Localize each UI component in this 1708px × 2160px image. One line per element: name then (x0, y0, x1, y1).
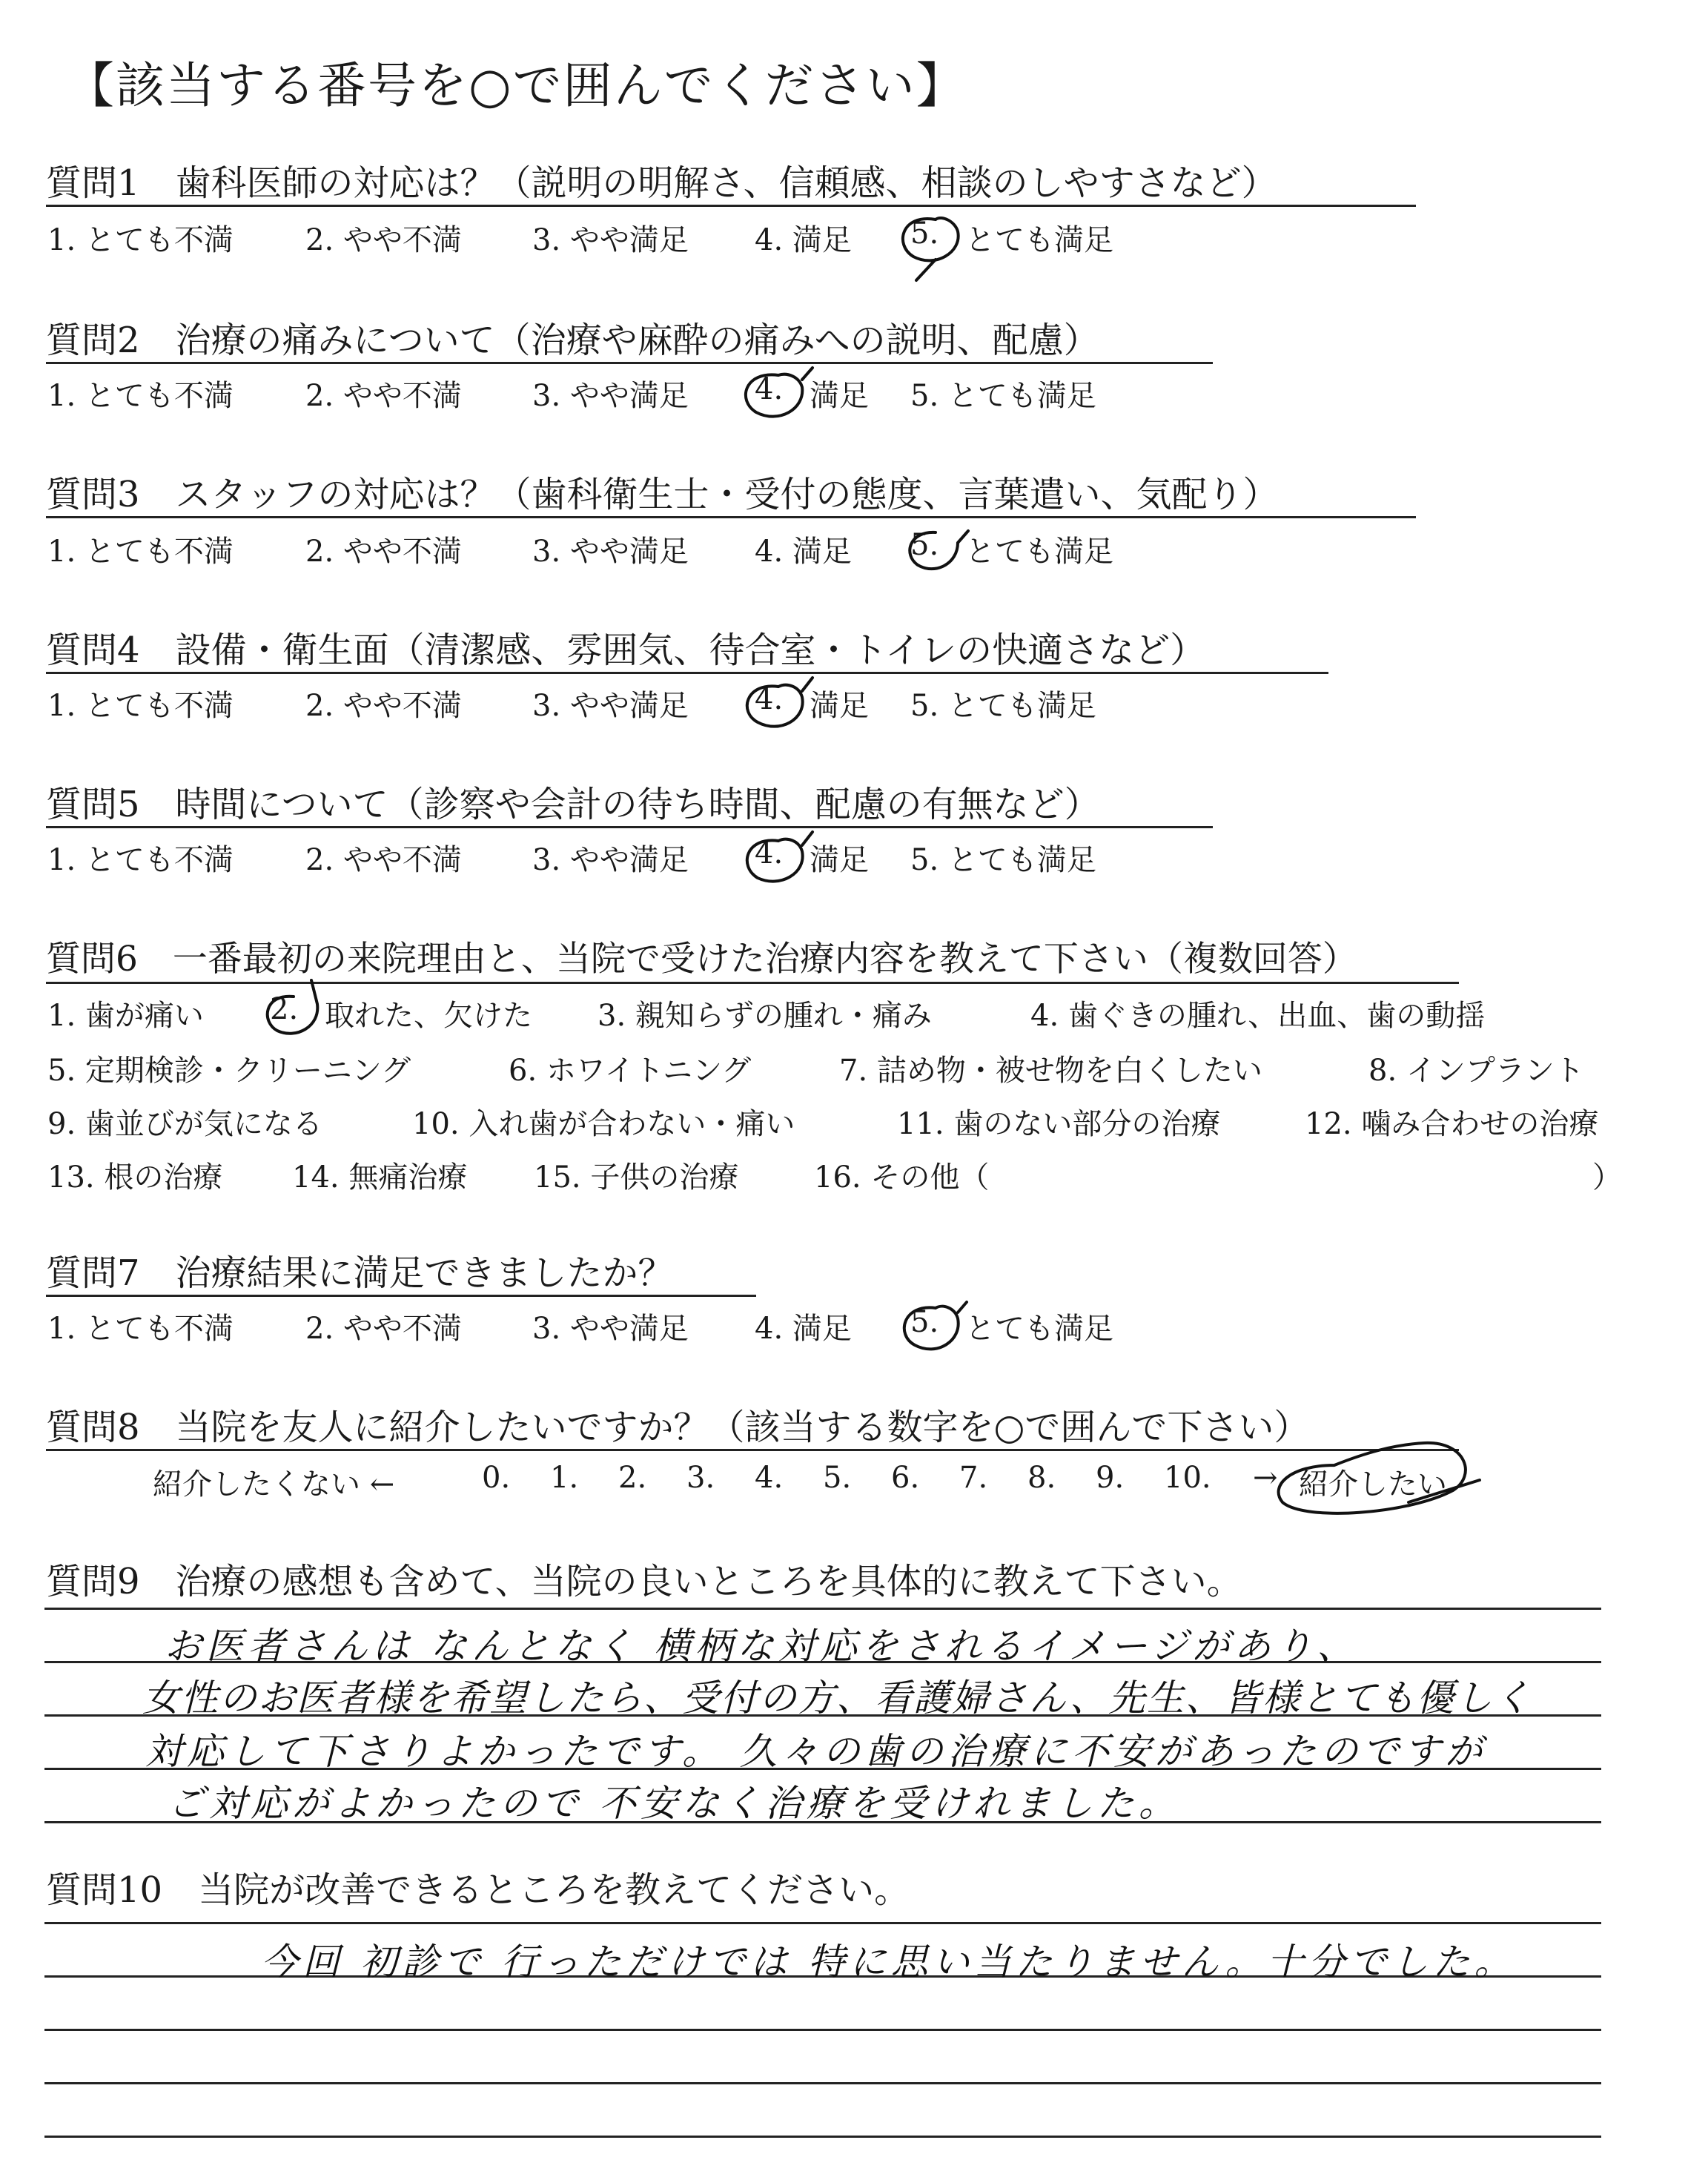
q8-option-10[interactable]: 10. (1164, 1461, 1211, 1495)
q8-option-3[interactable]: 3. (686, 1461, 715, 1495)
q5-option-5[interactable]: 5. とても満足 (910, 843, 1096, 877)
q1-option-5-label[interactable]: とても満足 (965, 223, 1113, 257)
q8-right-label[interactable]: 紹介したい (1299, 1467, 1447, 1502)
q8-option-0[interactable]: 0. (482, 1461, 511, 1495)
q1-option-1[interactable]: 1. とても不満 (47, 223, 234, 257)
q6-option-3[interactable]: 3. 親知らずの腫れ・痛み (598, 999, 932, 1033)
q4-option-4-number[interactable]: 4. (755, 682, 784, 716)
q9-answer-line-1: お医者さんは なんとなく 横柄な対応をされるイメージがあり、 (165, 1625, 1359, 1668)
q7-option-2[interactable]: 2. やや不満 (305, 1312, 462, 1346)
q2-option-3[interactable]: 3. やや満足 (532, 379, 689, 413)
q4-option-3[interactable]: 3. やや満足 (532, 689, 689, 723)
q4-option-2[interactable]: 2. やや不満 (305, 689, 462, 723)
q1-option-2[interactable]: 2. やや不満 (305, 223, 462, 257)
question-6-title: 質問6 一番最初の来院理由と、当院で受けた治療内容を教えて下さい（複数回答） (46, 939, 1357, 980)
question-8-underline (46, 1449, 1459, 1451)
q8-option-6[interactable]: 6. (891, 1461, 920, 1495)
q6-option-13[interactable]: 13. 根の治療 (47, 1160, 223, 1195)
q3-option-5-label[interactable]: とても満足 (965, 535, 1113, 569)
q2-option-4-label[interactable]: 満足 (810, 379, 869, 413)
q3-option-2[interactable]: 2. やや不満 (305, 535, 462, 569)
q8-option-9[interactable]: 9. (1096, 1461, 1125, 1495)
q6-option-5[interactable]: 5. 定期検診・クリーニング (47, 1054, 411, 1088)
q8-option-7[interactable]: 7. (959, 1461, 988, 1495)
q7-option-1[interactable]: 1. とても不満 (47, 1312, 234, 1346)
q1-option-5-number[interactable]: 5. (910, 217, 939, 251)
answer-line (44, 2136, 1601, 2138)
question-2-underline (46, 362, 1213, 364)
q6-option-7[interactable]: 7. 詰め物・被せ物を白くしたい (839, 1054, 1262, 1088)
q6-option-11[interactable]: 11. 歯のない部分の治療 (897, 1107, 1221, 1141)
question-7-title: 質問7 治療結果に満足できましたか？ (46, 1252, 674, 1294)
q7-option-3[interactable]: 3. やや満足 (532, 1312, 689, 1346)
question-1-underline (46, 205, 1416, 207)
q8-option-2[interactable]: 2. (618, 1461, 647, 1495)
q6-option-9[interactable]: 9. 歯並びが気になる (47, 1107, 322, 1141)
q6-option-10[interactable]: 10. 入れ歯が合わない・痛い (412, 1107, 795, 1141)
question-8-title: 質問8 当院を友人に紹介したいですか？（該当する数字を○で囲んで下さい） (46, 1407, 1310, 1448)
q3-option-3[interactable]: 3. やや満足 (532, 535, 689, 569)
q9-answer-line-2: 女性のお医者様を希望したら、受付の方、看護婦さん、先生、皆様とても優しく (142, 1677, 1532, 1720)
q8-option-1[interactable]: 1. (550, 1461, 579, 1495)
q8-option-4[interactable]: 4. (755, 1461, 784, 1495)
q1-option-4[interactable]: 4. 満足 (755, 223, 852, 257)
q6-option-2-number[interactable]: 2. (270, 992, 299, 1026)
q5-option-4-label[interactable]: 満足 (810, 843, 869, 877)
q8-option-5[interactable]: 5. (823, 1461, 852, 1495)
answer-line (44, 2082, 1601, 2084)
q3-option-1[interactable]: 1. とても不満 (47, 535, 234, 569)
question-1-title: 質問1 歯科医師の対応は？（説明の明解さ、信頼感、相談のしやすさなど） (46, 162, 1277, 204)
q5-option-1[interactable]: 1. とても不満 (47, 843, 234, 877)
question-3-underline (46, 516, 1416, 518)
question-6-underline (46, 982, 1459, 984)
q9-answer-line-4: ご対応がよかったので 不安なく治療を受けれました。 (168, 1782, 1180, 1825)
q6-option-14[interactable]: 14. 無痛治療 (292, 1160, 468, 1195)
question-3-title: 質問3 スタッフの対応は？（歯科衛生士・受付の態度、言葉遣い、気配り） (46, 474, 1279, 515)
q2-option-5[interactable]: 5. とても満足 (910, 379, 1096, 413)
q6-option-6[interactable]: 6. ホワイトニング (509, 1054, 752, 1088)
q6-option-2-label[interactable]: 取れた、欠けた (325, 999, 532, 1033)
q6-option-16[interactable]: 16. その他（ (814, 1160, 990, 1195)
q9-answer-line-3: 対応して下さりよかったです。 久々の歯の治療に不安があったのですが (145, 1730, 1487, 1773)
q2-option-2[interactable]: 2. やや不満 (305, 379, 462, 413)
question-5-underline (46, 826, 1213, 828)
q8-option-8[interactable]: 8. (1027, 1461, 1056, 1495)
q8-right-arrow: → (1253, 1461, 1278, 1495)
q10-answer-line-1: 今回 初診で 行っただけでは 特に思い当たりません。十分でした。 (261, 1941, 1516, 1984)
question-2-title: 質問2 治療の痛みについて（治療や麻酔の痛みへの説明、配慮） (46, 320, 1099, 361)
q4-option-5[interactable]: 5. とても満足 (910, 689, 1096, 723)
question-5-title: 質問5 時間について（診察や会計の待ち時間、配慮の有無など） (46, 784, 1100, 825)
q4-option-4-label[interactable]: 満足 (810, 689, 869, 723)
q5-option-2[interactable]: 2. やや不満 (305, 843, 462, 877)
q7-option-5-label[interactable]: とても満足 (965, 1312, 1113, 1346)
q6-option-4[interactable]: 4. 歯ぐきの腫れ、出血、歯の動揺 (1030, 999, 1486, 1033)
q4-option-1[interactable]: 1. とても不満 (47, 689, 234, 723)
q6-option-15[interactable]: 15. 子供の治療 (534, 1160, 739, 1195)
question-10-title: 質問10 当院が改善できるところを教えてください。 (46, 1869, 910, 1911)
q6-option-1[interactable]: 1. 歯が痛い (47, 999, 204, 1033)
answer-line (44, 1608, 1601, 1610)
answer-line (44, 2029, 1601, 2031)
q5-option-4-number[interactable]: 4. (755, 836, 784, 871)
answer-line (44, 1922, 1601, 1924)
q6-option-8[interactable]: 8. インプラント (1368, 1054, 1584, 1088)
q3-option-5-number[interactable]: 5. (910, 528, 939, 562)
question-4-underline (46, 672, 1328, 674)
question-7-underline (46, 1295, 756, 1297)
question-9-title: 質問9 治療の感想も含めて、当院の良いところを具体的に教えて下さい。 (46, 1561, 1242, 1602)
page-title: 【該当する番号を○で囲んでください】 (65, 57, 967, 114)
q5-option-3[interactable]: 3. やや満足 (532, 843, 689, 877)
q2-option-1[interactable]: 1. とても不満 (47, 379, 234, 413)
question-4-title: 質問4 設備・衛生面（清潔感、雰囲気、待合室・トイレの快適さなど） (46, 630, 1206, 671)
q6-option-12[interactable]: 12. 噛み合わせの治療 (1305, 1107, 1599, 1141)
q7-option-4[interactable]: 4. 満足 (755, 1312, 852, 1346)
q3-option-4[interactable]: 4. 満足 (755, 535, 852, 569)
q2-option-4-number[interactable]: 4. (755, 372, 784, 406)
q8-left-label: 紹介したくない ← (153, 1467, 395, 1502)
q7-option-5-number[interactable]: 5. (910, 1305, 939, 1339)
q1-option-3[interactable]: 3. やや満足 (532, 223, 689, 257)
q6-option-16-close: ） (1592, 1160, 1622, 1195)
